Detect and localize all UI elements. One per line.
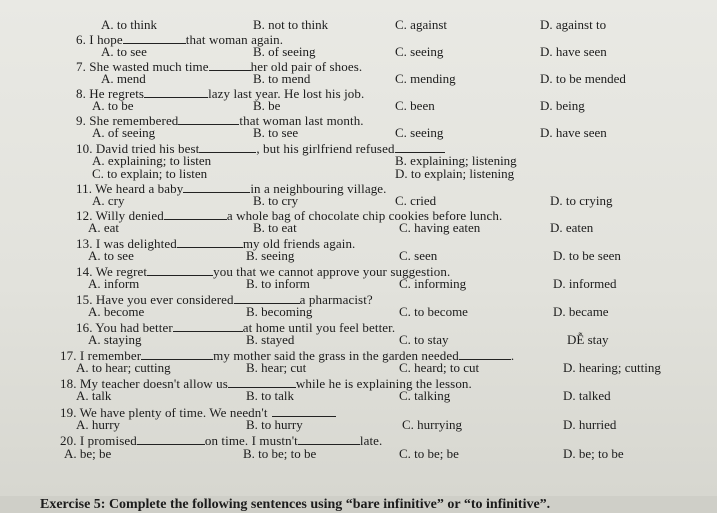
q20-option-c: C. to be; be bbox=[399, 446, 459, 461]
question-18-rest: while he is explaining the lesson. bbox=[295, 376, 472, 391]
q13-option-c: C. seen bbox=[399, 248, 438, 263]
q16-option-a: A. staying bbox=[88, 332, 142, 347]
answer-blank[interactable] bbox=[395, 141, 445, 153]
q12-option-c: C. having eaten bbox=[399, 220, 481, 235]
q18-option-b: B. to talk bbox=[246, 388, 295, 403]
q7-option-c: C. mending bbox=[395, 71, 456, 86]
q16-option-b: B. stayed bbox=[246, 332, 295, 347]
q16-option-c: C. to stay bbox=[399, 332, 449, 347]
answer-blank[interactable] bbox=[459, 348, 511, 360]
q18-option-c: C. talking bbox=[399, 388, 451, 403]
q19-option-a: A. hurry bbox=[76, 417, 121, 432]
q11-option-c: C. cried bbox=[395, 193, 437, 208]
exercise-5-heading-strip bbox=[0, 496, 717, 513]
q15-option-b: B. becoming bbox=[246, 304, 313, 319]
question-9-stem: 9. She remembered bbox=[76, 113, 179, 128]
q14-option-a: A. inform bbox=[88, 276, 140, 291]
q5-option-c: C. against bbox=[395, 17, 447, 32]
q10-option-c: C. to explain; to listen bbox=[92, 166, 208, 181]
q8-option-d: D. being bbox=[540, 98, 585, 113]
q14-option-d: D. informed bbox=[553, 276, 617, 291]
q6-option-d: D. have seen bbox=[540, 44, 607, 59]
q12-option-d: D. eaten bbox=[550, 220, 594, 235]
q11-option-d: D. to crying bbox=[550, 193, 613, 208]
question-15-stem: 15. Have you ever considered bbox=[76, 292, 234, 307]
question-20-stem: 20. I promised bbox=[60, 433, 137, 448]
answer-blank[interactable] bbox=[177, 236, 243, 248]
question-20-middle: on time. I mustn't bbox=[204, 433, 298, 448]
q12-option-b: B. to eat bbox=[253, 220, 297, 235]
q14-option-b: B. to inform bbox=[246, 276, 310, 291]
answer-blank[interactable] bbox=[147, 264, 213, 276]
q13-option-a: A. to see bbox=[88, 248, 134, 263]
q14-option-c: C. informing bbox=[399, 276, 467, 291]
answer-blank[interactable] bbox=[137, 433, 205, 445]
q6-option-b: B. of seeing bbox=[253, 44, 316, 59]
question-14-stem: 14. We regret bbox=[76, 264, 148, 279]
question-17-middle: my mother said the grass in the garden needed bbox=[213, 348, 459, 363]
q15-option-d: D. became bbox=[553, 304, 609, 319]
q6-option-a: A. to see bbox=[101, 44, 147, 59]
question-9-rest: that woman last month. bbox=[239, 113, 364, 128]
q17-option-d: D. hearing; cutting bbox=[563, 360, 661, 375]
q17-option-a: A. to hear; cutting bbox=[76, 360, 171, 375]
q19-option-c: C. hurrying bbox=[402, 417, 462, 432]
question-7-rest: her old pair of shoes. bbox=[250, 59, 363, 74]
question-8-rest: lazy last year. He lost his job. bbox=[208, 86, 365, 101]
question-16-rest: at home until you feel better. bbox=[242, 320, 396, 335]
answer-blank[interactable] bbox=[144, 86, 208, 98]
answer-blank[interactable] bbox=[141, 348, 213, 360]
question-18-stem: 18. My teacher doesn't allow us bbox=[60, 376, 228, 391]
q17-option-c: C. heard; to cut bbox=[399, 360, 480, 375]
question-6-stem: 6. I hope bbox=[76, 32, 123, 47]
question-12-rest: a whole bag of chocolate chip cookies before lunch. bbox=[226, 208, 503, 223]
question-13-rest: my old friends again. bbox=[242, 236, 356, 251]
q20-option-d: D. be; to be bbox=[563, 446, 624, 461]
q18-option-d: D. talked bbox=[563, 388, 611, 403]
q7-option-d: D. to be mended bbox=[540, 71, 626, 86]
q9-option-d: D. have seen bbox=[540, 125, 607, 140]
question-10-stem: 10. David tried his best bbox=[76, 141, 200, 156]
question-16-stem: 16. You had better bbox=[76, 320, 173, 335]
q12-option-a: A. eat bbox=[88, 220, 120, 235]
q10-option-b: B. explaining; listening bbox=[395, 153, 517, 168]
q11-option-b: B. to cry bbox=[253, 193, 299, 208]
answer-blank[interactable] bbox=[234, 292, 300, 304]
question-13-stem: 13. I was delighted bbox=[76, 236, 177, 251]
q18-option-a: A. talk bbox=[76, 388, 112, 403]
question-11-stem: 11. We heard a baby bbox=[76, 181, 184, 196]
question-15-rest: a pharmacist? bbox=[299, 292, 373, 307]
q7-option-b: B. to mend bbox=[253, 71, 311, 86]
q10-option-a: A. explaining; to listen bbox=[92, 153, 212, 168]
q9-option-b: B. to see bbox=[253, 125, 299, 140]
q15-option-c: C. to become bbox=[399, 304, 468, 319]
q16-option-d: DỄ stay bbox=[567, 332, 609, 347]
question-11-rest: in a neighbouring village. bbox=[250, 181, 387, 196]
q13-option-d: D. to be seen bbox=[553, 248, 621, 263]
answer-blank[interactable] bbox=[209, 59, 251, 71]
question-14-rest: you that we cannot approve your suggestion. bbox=[213, 264, 451, 279]
q11-option-a: A. cry bbox=[92, 193, 125, 208]
question-6-rest: that woman again. bbox=[185, 32, 284, 47]
question-12-stem: 12. Willy denied bbox=[76, 208, 164, 223]
question-8-stem: 8. He regrets bbox=[76, 86, 145, 101]
q9-option-c: C. seeing bbox=[395, 125, 444, 140]
q19-option-d: D. hurried bbox=[563, 417, 617, 432]
answer-blank[interactable] bbox=[183, 181, 250, 193]
q8-option-c: C. been bbox=[395, 98, 435, 113]
exercise-5-heading: Exercise 5: Complete the following sentences using “bare infinitive” or “to infinitive”. bbox=[40, 497, 551, 512]
question-19-stem: 19. We have plenty of time. We needn't bbox=[60, 405, 268, 420]
q5-option-a: A. to think bbox=[101, 17, 157, 32]
q8-option-a: A. to be bbox=[92, 98, 134, 113]
answer-blank[interactable] bbox=[164, 208, 227, 220]
answer-blank[interactable] bbox=[298, 433, 360, 445]
q8-option-b: B. be bbox=[253, 98, 281, 113]
q10-option-d: D. to explain; listening bbox=[395, 166, 515, 181]
answer-blank[interactable] bbox=[228, 376, 296, 388]
q17-option-b: B. hear; cut bbox=[246, 360, 307, 375]
answer-blank[interactable] bbox=[199, 141, 256, 153]
question-7-stem: 7. She wasted much time bbox=[76, 59, 209, 74]
answer-blank[interactable] bbox=[178, 113, 239, 125]
q19-option-b: B. to hurry bbox=[246, 417, 303, 432]
q6-option-c: C. seeing bbox=[395, 44, 444, 59]
answer-blank[interactable] bbox=[123, 32, 186, 44]
q20-option-a: A. be; be bbox=[64, 446, 112, 461]
question-17-end: . bbox=[510, 348, 515, 363]
question-20-end: late. bbox=[359, 433, 383, 448]
question-10-rest: , but his girlfriend refused bbox=[256, 141, 395, 156]
question-17-stem: 17. I remember bbox=[60, 348, 142, 363]
q7-option-a: A. mend bbox=[101, 71, 146, 86]
answer-blank[interactable] bbox=[272, 405, 336, 417]
q9-option-a: A. of seeing bbox=[92, 125, 156, 140]
q20-option-b: B. to be; to be bbox=[243, 446, 317, 461]
q5-option-d: D. against to bbox=[540, 17, 607, 32]
answer-blank[interactable] bbox=[173, 320, 243, 332]
q15-option-a: A. become bbox=[88, 304, 145, 319]
q5-option-b: B. not to think bbox=[253, 17, 329, 32]
q13-option-b: B. seeing bbox=[246, 248, 295, 263]
